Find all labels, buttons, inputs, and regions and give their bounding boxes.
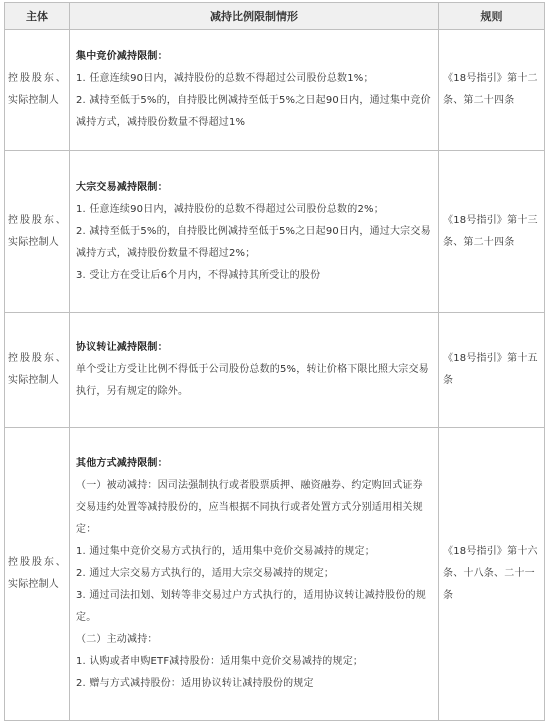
content-line: （一）被动减持：因司法强制执行或者股票质押、融资融券、约定购回式证券交易违约处置等减持股份的，应当根据不同执行或者处置方式分别适用相关规定：: [76, 480, 423, 535]
header-content: 减持比例限制情形: [70, 3, 439, 30]
content-line: 单个受让方受让比例不得低于公司股份总数的5%，转让价格下限比照大宗交易执行，另有规定的除外。: [76, 364, 429, 397]
content-line: 1. 认购或者申购ETF减持股份：适用集中竞价交易减持的规定；: [76, 656, 364, 667]
table-row: [5, 313, 545, 428]
rule-cell: 《18号指引》第十六条、十八条、二十一条: [439, 428, 545, 721]
content-heading: 其他方式减持限制：: [76, 458, 168, 469]
content-cell: [70, 428, 439, 721]
content-line: 3. 通过司法扣划、划转等非交易过户方式执行的，适用协议转让减持股份的规定。: [76, 590, 426, 623]
table-row: [5, 428, 545, 721]
header-row: [5, 3, 545, 30]
content-heading: 协议转让减持限制：: [76, 342, 168, 353]
content-cell: [70, 30, 439, 151]
content-line: 2. 减持至低于5%的，自持股比例减持至低于5%之日起90日内，通过大宗交易减持方式，减持股份数量不得超过2%；: [76, 225, 431, 259]
content-heading: 大宗交易减持限制：: [76, 181, 168, 193]
content-line: 3. 受让方在受让后6个月内，不得减持其所受让的股份: [76, 269, 321, 281]
header-subject: 主体: [5, 3, 70, 30]
table-row: [5, 151, 545, 313]
rule-cell: 《18号指引》第十三条、第二十四条: [439, 151, 545, 313]
rule-cell: 《18号指引》第十五条: [439, 313, 545, 428]
rule-cell: 《18号指引》第十二条、第二十四条: [439, 30, 545, 151]
table-row: [5, 30, 545, 151]
content-line: 1. 任意连续90日内，减持股份的总数不得超过公司股份总数的2%；: [76, 203, 384, 215]
subject-cell: 控股股东、实际控制人: [5, 30, 70, 151]
content-line: 1. 任意连续90日内，减持股份的总数不得超过公司股份总数1%；: [76, 73, 374, 84]
header-rule: 规则: [439, 3, 545, 30]
content-line: 2. 赠与方式减持股份：适用协议转让减持股份的规定: [76, 678, 314, 689]
content-line: 2. 通过大宗交易方式执行的，适用大宗交易减持的规定；: [76, 568, 335, 579]
subject-cell: 控股股东、实际控制人: [5, 428, 70, 721]
content-cell: [70, 151, 439, 313]
content-heading: 集中竞价减持限制：: [76, 51, 168, 62]
content-line: （二）主动减持：: [76, 634, 158, 645]
subject-cell: 控股股东、实际控制人: [5, 313, 70, 428]
subject-cell: 控股股东、实际控制人: [5, 151, 70, 313]
content-line: 1. 通过集中竞价交易方式执行的，适用集中竞价交易减持的规定；: [76, 546, 375, 557]
content-line: 2. 减持至低于5%的，自持股比例减持至低于5%之日起90日内，通过集中竞价减持方式，减持股份数量不得超过1%: [76, 95, 431, 128]
reduction-rules-table: [4, 2, 545, 721]
content-cell: [70, 313, 439, 428]
